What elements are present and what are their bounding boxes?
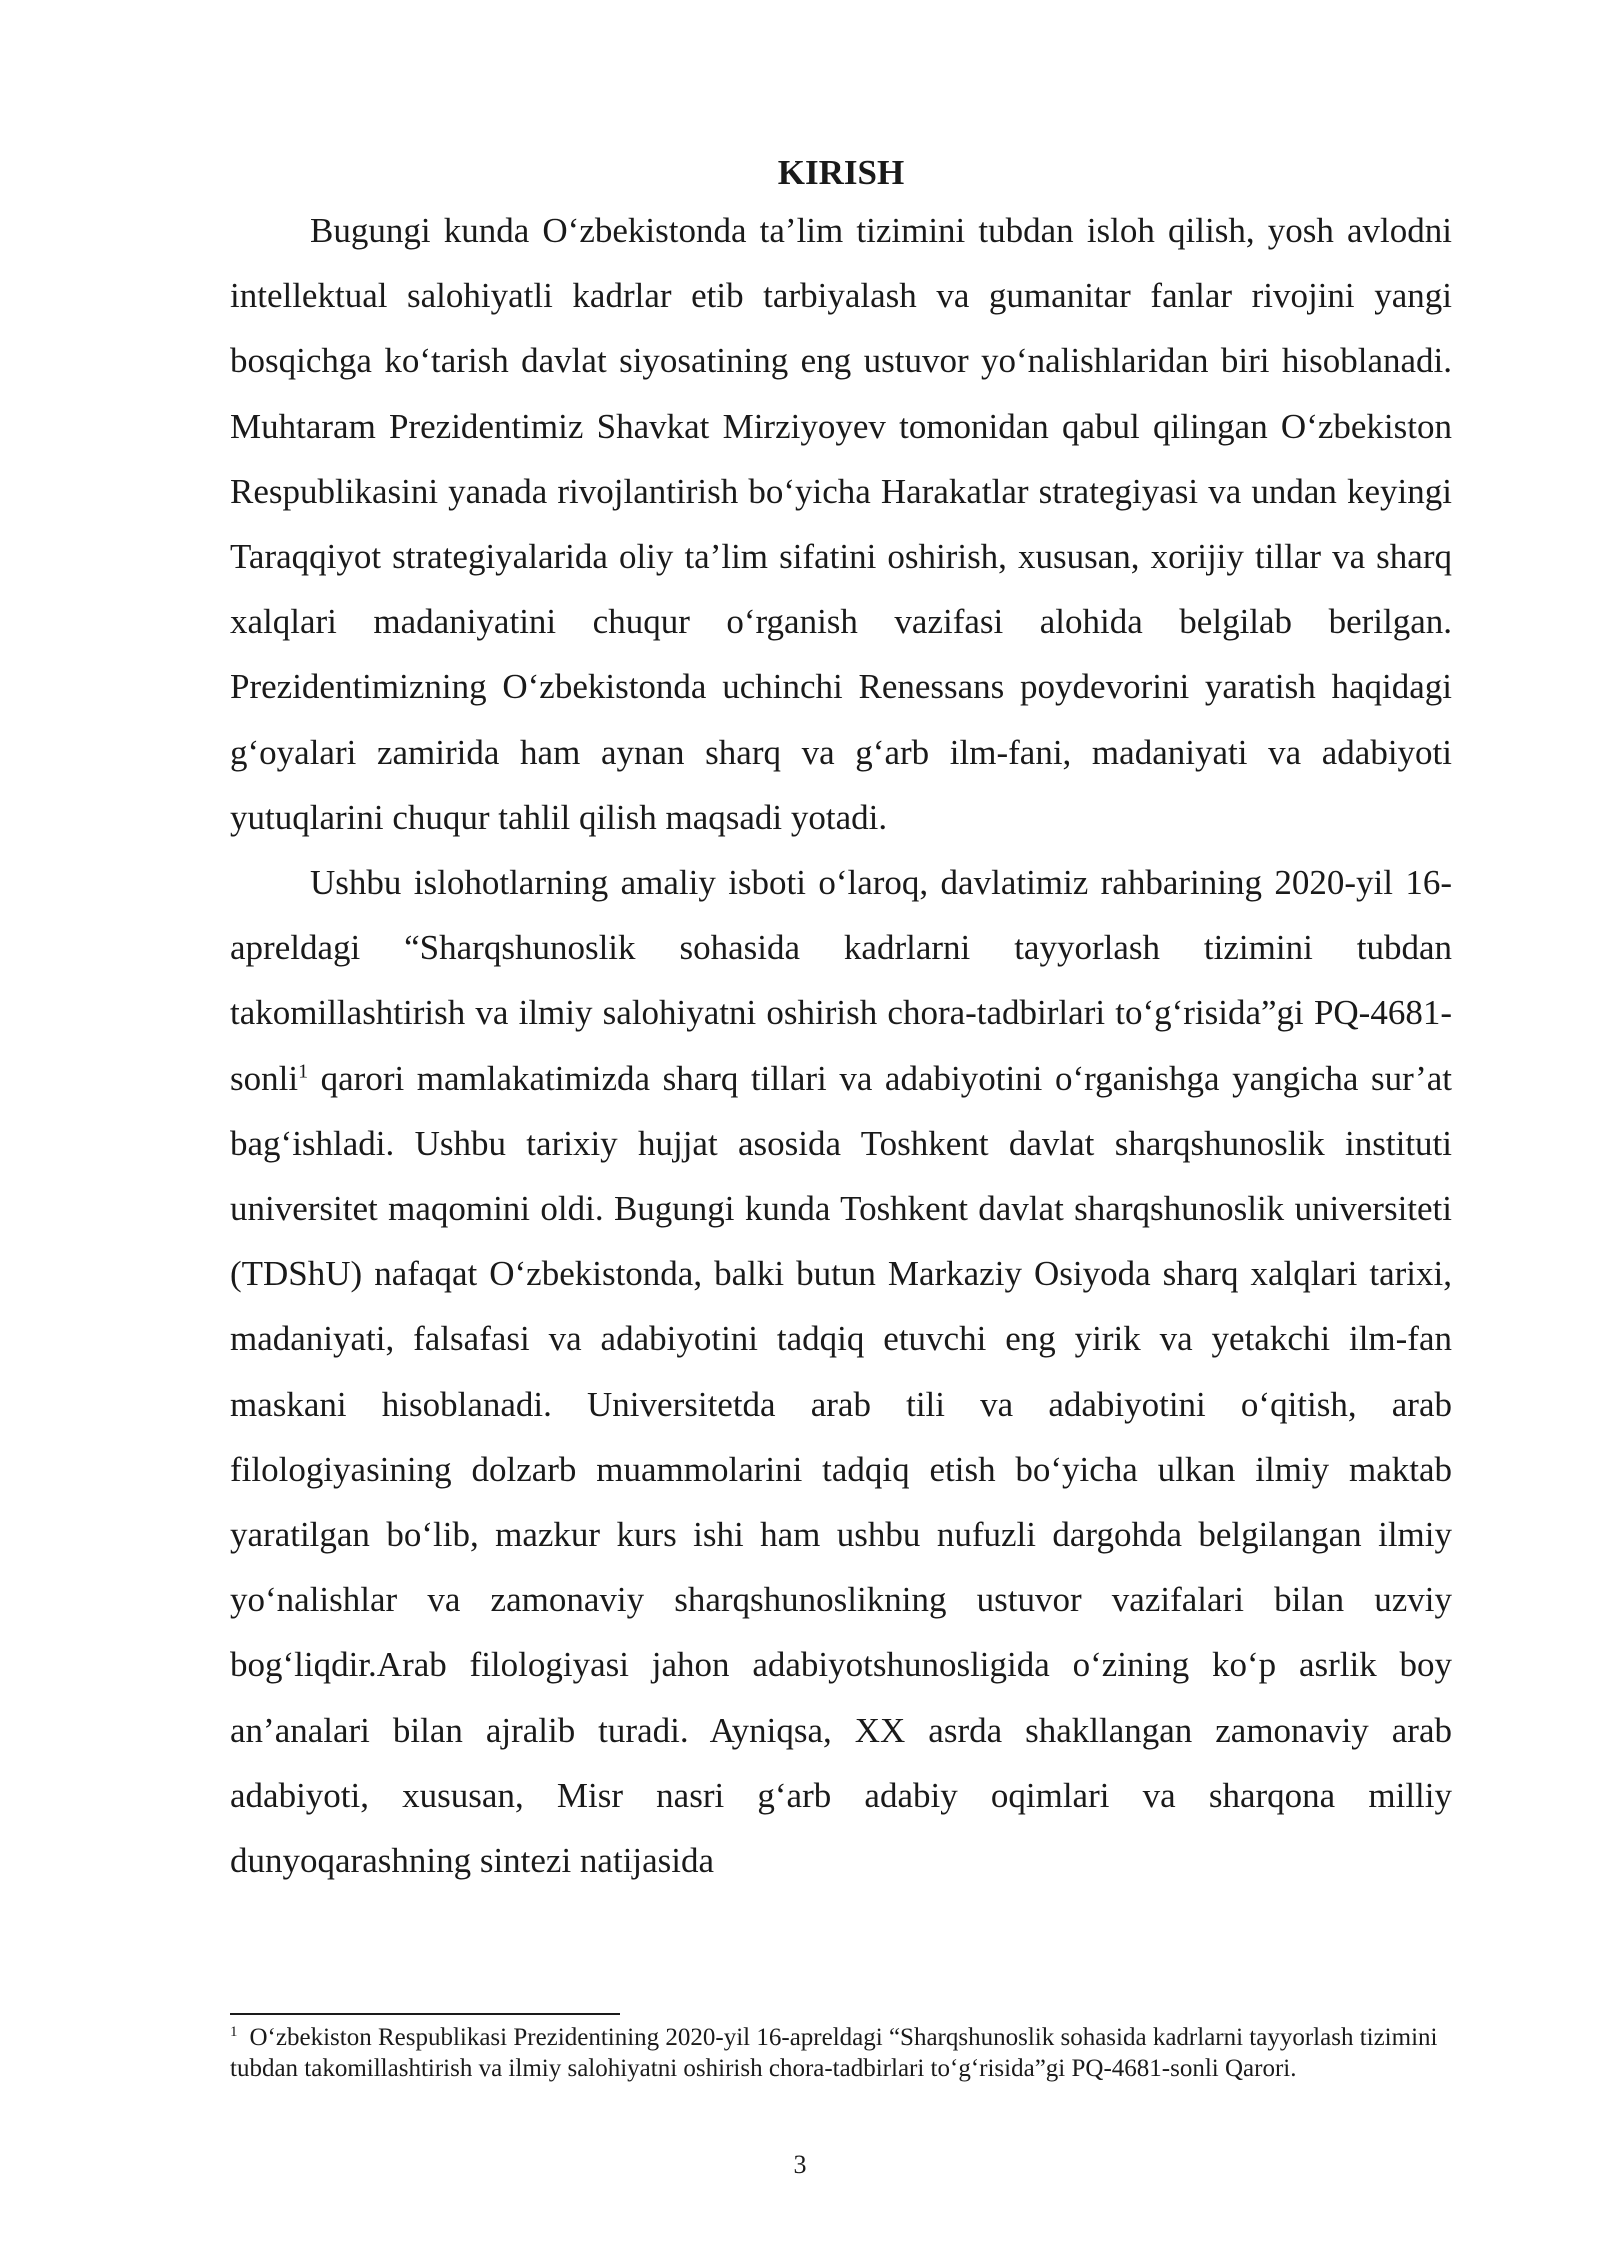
paragraph-1: Bugungi kunda O‘zbekistonda ta’lim tizimini tubdan isloh qilish, yosh avlodni intellektual salohiyatli kadrlar etib tarbiyalash va gumanitar fanlar rivojini yangi bosqichga ko‘tarish davlat siyosatining eng ustuvor yo‘nalishlaridan biri hisoblanadi. Muhtaram Prezidentimiz Shavkat Mirziyoyev tomonidan qabul qilingan O‘zbekiston Respublikasini yanada rivojlantirish bo‘yicha Harakatlar strategiyasi va undan keyingi Taraqqiyot strategiyalarida oliy ta’lim sifatini oshirish, xususan, xorijiy tillar va sharq xalqlari madaniyatini chuqur o‘rganish vazifasi alohida belgilab berilgan. Prezidentimizning O‘zbekistonda uchinchi Renessans poydevorini yaratish haqidagi g‘oyalari zamirida ham aynan sharq va g‘arb ilm-fani, madaniyati va adabiyoti yutuqlarini chuqur tahlil qilish maqsadi yotadi. — [230, 211, 1452, 837]
footnote-text: O‘zbekiston Respublikasi Prezidentining 2020-yil 16-apreldagi “Sharqshunoslik sohasida kadrlarni tayyorlash tizimini tubdan takomillashtirish va ilmiy salohiyatni oshirish chora-tadbirlari to‘g‘risida”gi PQ-4681-sonli Qarori. — [230, 2024, 1438, 2082]
page-body — [230, 148, 1452, 1893]
footnote — [230, 2022, 1452, 2084]
page-number: 3 — [793, 2150, 807, 2179]
paragraph-2 — [230, 850, 1452, 1893]
paragraph-2-text-a: Ushbu islohotlarning amaliy isboti o‘laroq, davlatimiz rahbarining 2020-yil 16-apreldagi “Sharqshunoslik sohasida kadrlarni tayyorlash tizimini tubdan takomillashtirish va ilmiy salohiyatni oshirish chora-tadbirlari to‘g‘risida”gi PQ-4681-sonli — [230, 863, 1452, 1098]
paragraph-2-text-b: qarori mamlakatimizda sharq tillari va adabiyotini o‘rganishga yangicha sur’at bag‘ishladi. Ushbu tarixiy hujjat asosida Toshkent davlat sharqshunoslik instituti universitet maqomini oldi. Bugungi kunda Toshkent davlat sharqshunoslik universiteti (TDShU) nafaqat O‘zbekistonda, balki butun Markaziy Osiyoda sharq xalqlari tarixi, madaniyati, falsafasi va adabiyotini tadqiq etuvchi eng yirik va yetakchi ilm-fan maskani hisoblanadi. Universitetda arab tili va adabiyotini o‘qitish, arab filologiyasining dolzarb muammolarini tadqiq etish bo‘yicha ulkan ilmiy maktab yaratilgan bo‘lib, mazkur kurs ishi ham ushbu nufuzli dargohda belgilangan ilmiy yo‘nalishlar va zamonaviy sharqshunoslikning ustuvor vazifalari bilan uzviy bog‘liqdir.Arab filologiyasi jahon adabiyotshunosligida o‘zining ko‘p asrlik boy an’analari bilan ajralib turadi. Ayniqsa, XX asrda shakllangan zamonaviy arab adabiyoti, xususan, Misr nasri g‘arb adabiy oqimlari va sharqona milliy dunyoqarashning sintezi natijasida — [230, 1058, 1452, 1881]
footnote-number: 1 — [230, 2023, 238, 2040]
section-heading: KIRISH — [777, 153, 905, 192]
footnote-separator — [230, 2013, 620, 2015]
footnote-reference: 1 — [298, 1059, 309, 1082]
